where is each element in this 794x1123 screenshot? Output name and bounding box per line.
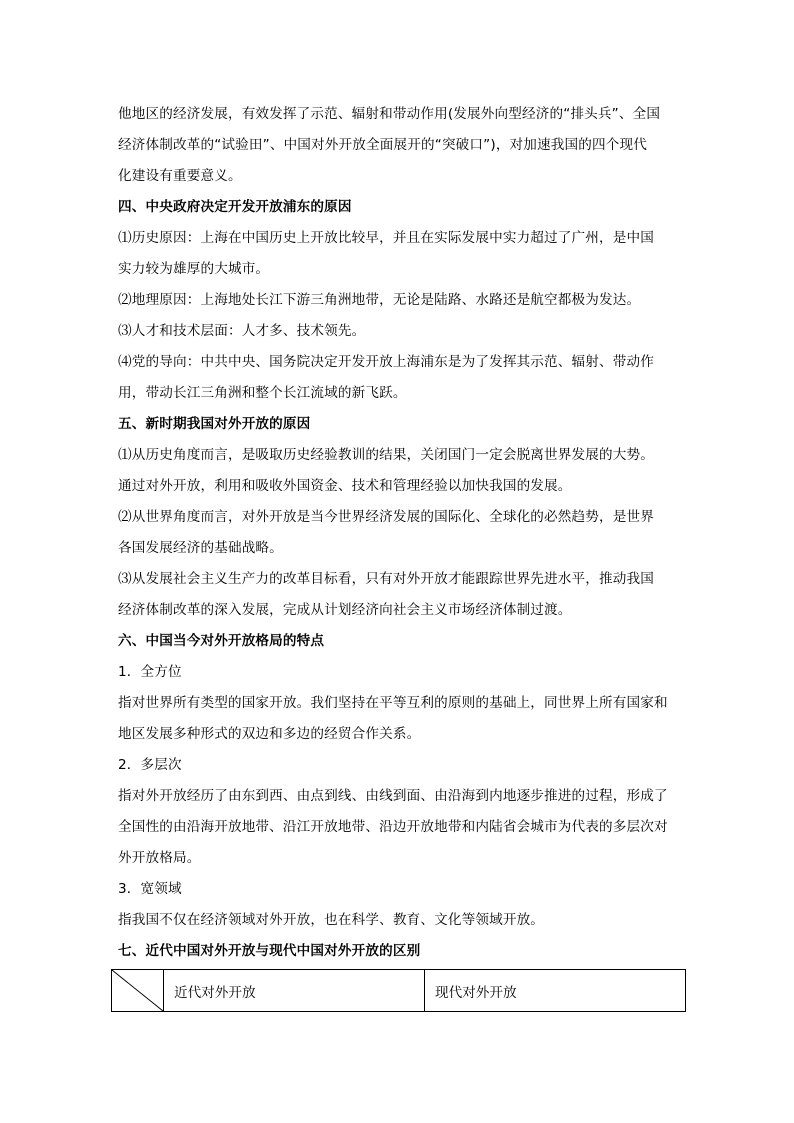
comparison-table bbox=[111, 969, 686, 1012]
table-header-modern-china-past: 近代对外开放 bbox=[164, 970, 425, 1012]
paragraph-line: ⑵从世界角度而言，对外开放是当今世界经济发展的国际化、全球化的必然趋势，是世界 bbox=[118, 509, 655, 525]
paragraph-line: 他地区的经济发展，有效发挥了示范、辐射和带动作用(发展外向型经济的“排头兵”、全国 bbox=[118, 106, 661, 122]
subsection-label: 3．宽领域 bbox=[118, 881, 182, 897]
paragraph-line: 全国性的由沿海开放地带、沿江开放地带、沿边开放地带和内陆省会城市为代表的多层次对 bbox=[118, 819, 668, 835]
paragraph-line: 经济体制改革的“试验田”、中国对外开放全面展开的“突破口”)，对加速我国的四个现代 bbox=[118, 137, 647, 153]
section-heading: 四、中央政府决定开发开放浦东的原因 bbox=[118, 199, 352, 215]
paragraph-line: ⑴历史原因：上海在中国历史上开放比较早，并且在实际发展中实力超过了广州，是中国 bbox=[118, 230, 655, 246]
paragraph-line: 实力较为雄厚的大城市。 bbox=[118, 261, 270, 277]
paragraph-line: ⑵地理原因：上海地处长江下游三角洲地带，无论是陆路、水路还是航空都极为发达。 bbox=[118, 292, 641, 308]
diagonal-line bbox=[112, 970, 163, 1011]
subsection-label: 2．多层次 bbox=[118, 757, 182, 773]
subsection-label: 1．全方位 bbox=[118, 664, 182, 680]
paragraph-line: ⑷党的导向：中共中央、国务院决定开发开放上海浦东是为了发挥其示范、辐射、带动作 bbox=[118, 354, 655, 370]
paragraph-line: 地区发展多种形式的双边和多边的经贸合作关系。 bbox=[118, 726, 421, 742]
diagonal-header-cell bbox=[112, 970, 164, 1012]
table-header-row bbox=[112, 970, 686, 1012]
paragraph-line: ⑶从发展社会主义生产力的改革目标看，只有对外开放才能跟踪世界先进水平，推动我国 bbox=[118, 571, 655, 587]
paragraph-line: 指对世界所有类型的国家开放。我们坚持在平等互利的原则的基础上，同世界上所有国家和 bbox=[118, 695, 668, 711]
section-heading: 七、近代中国对外开放与现代中国对外开放的区别 bbox=[118, 943, 421, 959]
paragraph-line: 通过对外开放，利用和吸收外国资金、技术和管理经验以加快我国的发展。 bbox=[118, 478, 572, 494]
paragraph-line: 化建设有重要意义。 bbox=[118, 168, 242, 184]
section-heading: 五、新时期我国对外开放的原因 bbox=[118, 416, 311, 432]
paragraph-line: 用，带动长江三角洲和整个长江流域的新飞跃。 bbox=[118, 385, 407, 401]
paragraph-line: ⑴从历史角度而言，是吸取历史经验教训的结果，关闭国门一定会脱离世界发展的大势。 bbox=[118, 447, 655, 463]
paragraph-line: 外开放格局。 bbox=[118, 850, 201, 866]
paragraph-line: 经济体制改革的深入发展，完成从计划经济向社会主义市场经济体制过渡。 bbox=[118, 602, 572, 618]
paragraph-line: 指对外开放经历了由东到西、由点到线、由线到面、由沿海到内地逐步推进的过程，形成了 bbox=[118, 788, 668, 804]
section-heading: 六、中国当今对外开放格局的特点 bbox=[118, 633, 325, 649]
paragraph-line: 指我国不仅在经济领域对外开放，也在科学、教育、文化等领域开放。 bbox=[118, 912, 545, 928]
paragraph-line: ⑶人才和技术层面：人才多、技术领先。 bbox=[118, 323, 366, 339]
paragraph-line: 各国发展经济的基础战略。 bbox=[118, 540, 283, 556]
table-header-modern-china-present: 现代对外开放 bbox=[425, 970, 686, 1012]
